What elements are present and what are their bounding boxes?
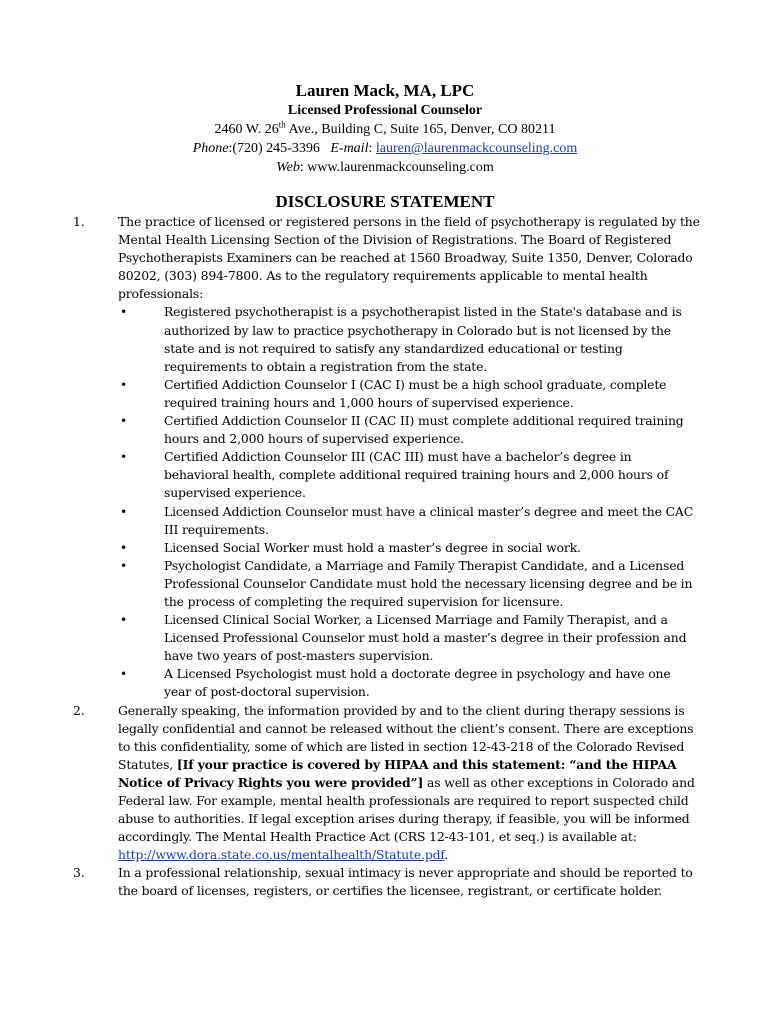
bullet-icon: • [120,612,128,628]
list-item [118,412,700,448]
list-item [118,503,700,539]
section-2-text [118,702,700,865]
list-item-text: Licensed Addiction Counselor must have a clinical master’s degree and meet the CAC III requirements. [164,503,694,537]
list-item [118,448,700,502]
list-item-text: Licensed Clinical Social Worker, a Licensed Marriage and Family Therapist, and a Licensed Professional Counselor must hold a master’s degree in their profession and have two years of post-masters supervision. [164,612,687,664]
provider-name: Lauren Mack, MA, LPC [295,81,475,100]
phone-label: Phone [192,141,229,156]
address-street: 2460 W. 26 [214,122,279,137]
section-2 [0,702,700,865]
bullet-icon: • [120,557,128,573]
bullet-icon: • [120,304,128,320]
email-separator: : [368,141,376,156]
address [0,120,770,139]
section-2-text-a: Generally speaking, the information provided by and to the client during therapy sessions is legally confidential and cannot be released without the client’s consent. There are exceptions to this confidentiality, some of which are listed in section 12-43-218 of the Colorado Revised Statutes, [118,702,694,772]
provider-title: Licensed Professional Counselor [287,103,483,118]
disclosure-heading: DISCLOSURE STATEMENT [275,192,495,211]
list-item [118,557,700,611]
address-ordinal: th [278,119,286,130]
bullet-icon: • [120,503,128,519]
list-item [118,611,700,665]
phone-value: :(720) 245-3396 [228,141,320,156]
disclosure-body [0,213,770,901]
list-item [118,376,700,412]
hipaa-note: [If your practice is covered by HIPAA and this statement: “and the HIPAA Notice of Privacy Rights you were provided”] [118,756,677,790]
list-item [118,303,700,375]
list-item [118,539,700,557]
web-value: : www.laurenmackcounseling.com [299,160,494,175]
web-line [0,158,770,177]
list-item-text: Certified Addiction Counselor II (CAC II) must complete additional required training hours and 2,000 hours of supervised experience. [164,413,684,447]
credential-list [118,303,700,701]
list-item-text: Certified Addiction Counselor III (CAC III) must have a bachelor’s degree in behavioral health, complete additional required training hours and 2,000 hours of supervised experience. [164,449,669,501]
list-item-text: Psychologist Candidate, a Marriage and Family Therapist Candidate, and a Licensed Professional Counselor Candidate must hold the necessary licensing degree and be in the process of completing the required supervision for licensure. [164,557,693,609]
section-2-text-b: as well as other exceptions in Colorado and Federal law. For example, mental health professionals are required to report suspected child abuse to authorities. If legal exception arises during therapy, if feasible, you will be informed accordingly. The Mental Health Practice Act (CRS 12-43-101, et seq.) is available at: [118,774,695,845]
list-item-text: Certified Addiction Counselor I (CAC I) must be a high school graduate, complete required training hours and 1,000 hours of supervised experience. [164,376,667,410]
section-3 [0,864,700,900]
section-2-text-c: . [444,847,449,863]
list-item-text: Registered psychotherapist is a psychotherapist listed in the State's database and is authorized by law to practice psychotherapy in Colorado but is not licensed by the state and is not required to satisfy any standardized educational or testing requirements to obtain a registration from the state. [164,304,682,374]
section-number: 3. [73,865,85,881]
section-1-text: The practice of licensed or registered persons in the field of psychotherapy is regulated by the Mental Health Licensing Section of the Division of Registrations. The Board of Registered Psychotherapists Examiners can be reached at 1560 Broadway, Suite 1350, Denver, Colorado 80202, (303) 894-7800. As to the regulatory requirements applicable to mental health professionals: [118,214,700,302]
bullet-icon: • [120,449,128,465]
web-label: Web [276,160,300,175]
statute-link[interactable]: http://www.dora.state.co.us/mentalhealth/Statute.pdf [118,847,445,863]
bullet-icon: • [120,376,128,392]
bullet-icon: • [120,666,128,682]
bullet-icon: • [120,413,128,429]
section-3-text: In a professional relationship, sexual intimacy is never appropriate and should be reported to the board of licenses, registers, or certifies the licensee, registrant, or certificate holder. [118,865,693,899]
section-number: 1. [73,214,85,229]
bullet-icon: • [120,539,128,555]
section-number: 2. [73,702,85,718]
list-item-text: A Licensed Psychologist must hold a doctorate degree in psychology and have one year of post-doctoral supervision. [164,666,671,700]
section-1 [0,213,700,702]
letterhead [0,80,770,177]
email-link[interactable]: lauren@laurenmackcounseling.com [375,141,578,156]
address-rest: Ave., Building C, Suite 165, Denver, CO 80211 [285,122,556,137]
contact-line [0,139,770,158]
email-label: E-mail [330,141,369,156]
list-item [118,665,700,701]
list-item-text: Licensed Social Worker must hold a master’s degree in social work. [164,539,581,555]
